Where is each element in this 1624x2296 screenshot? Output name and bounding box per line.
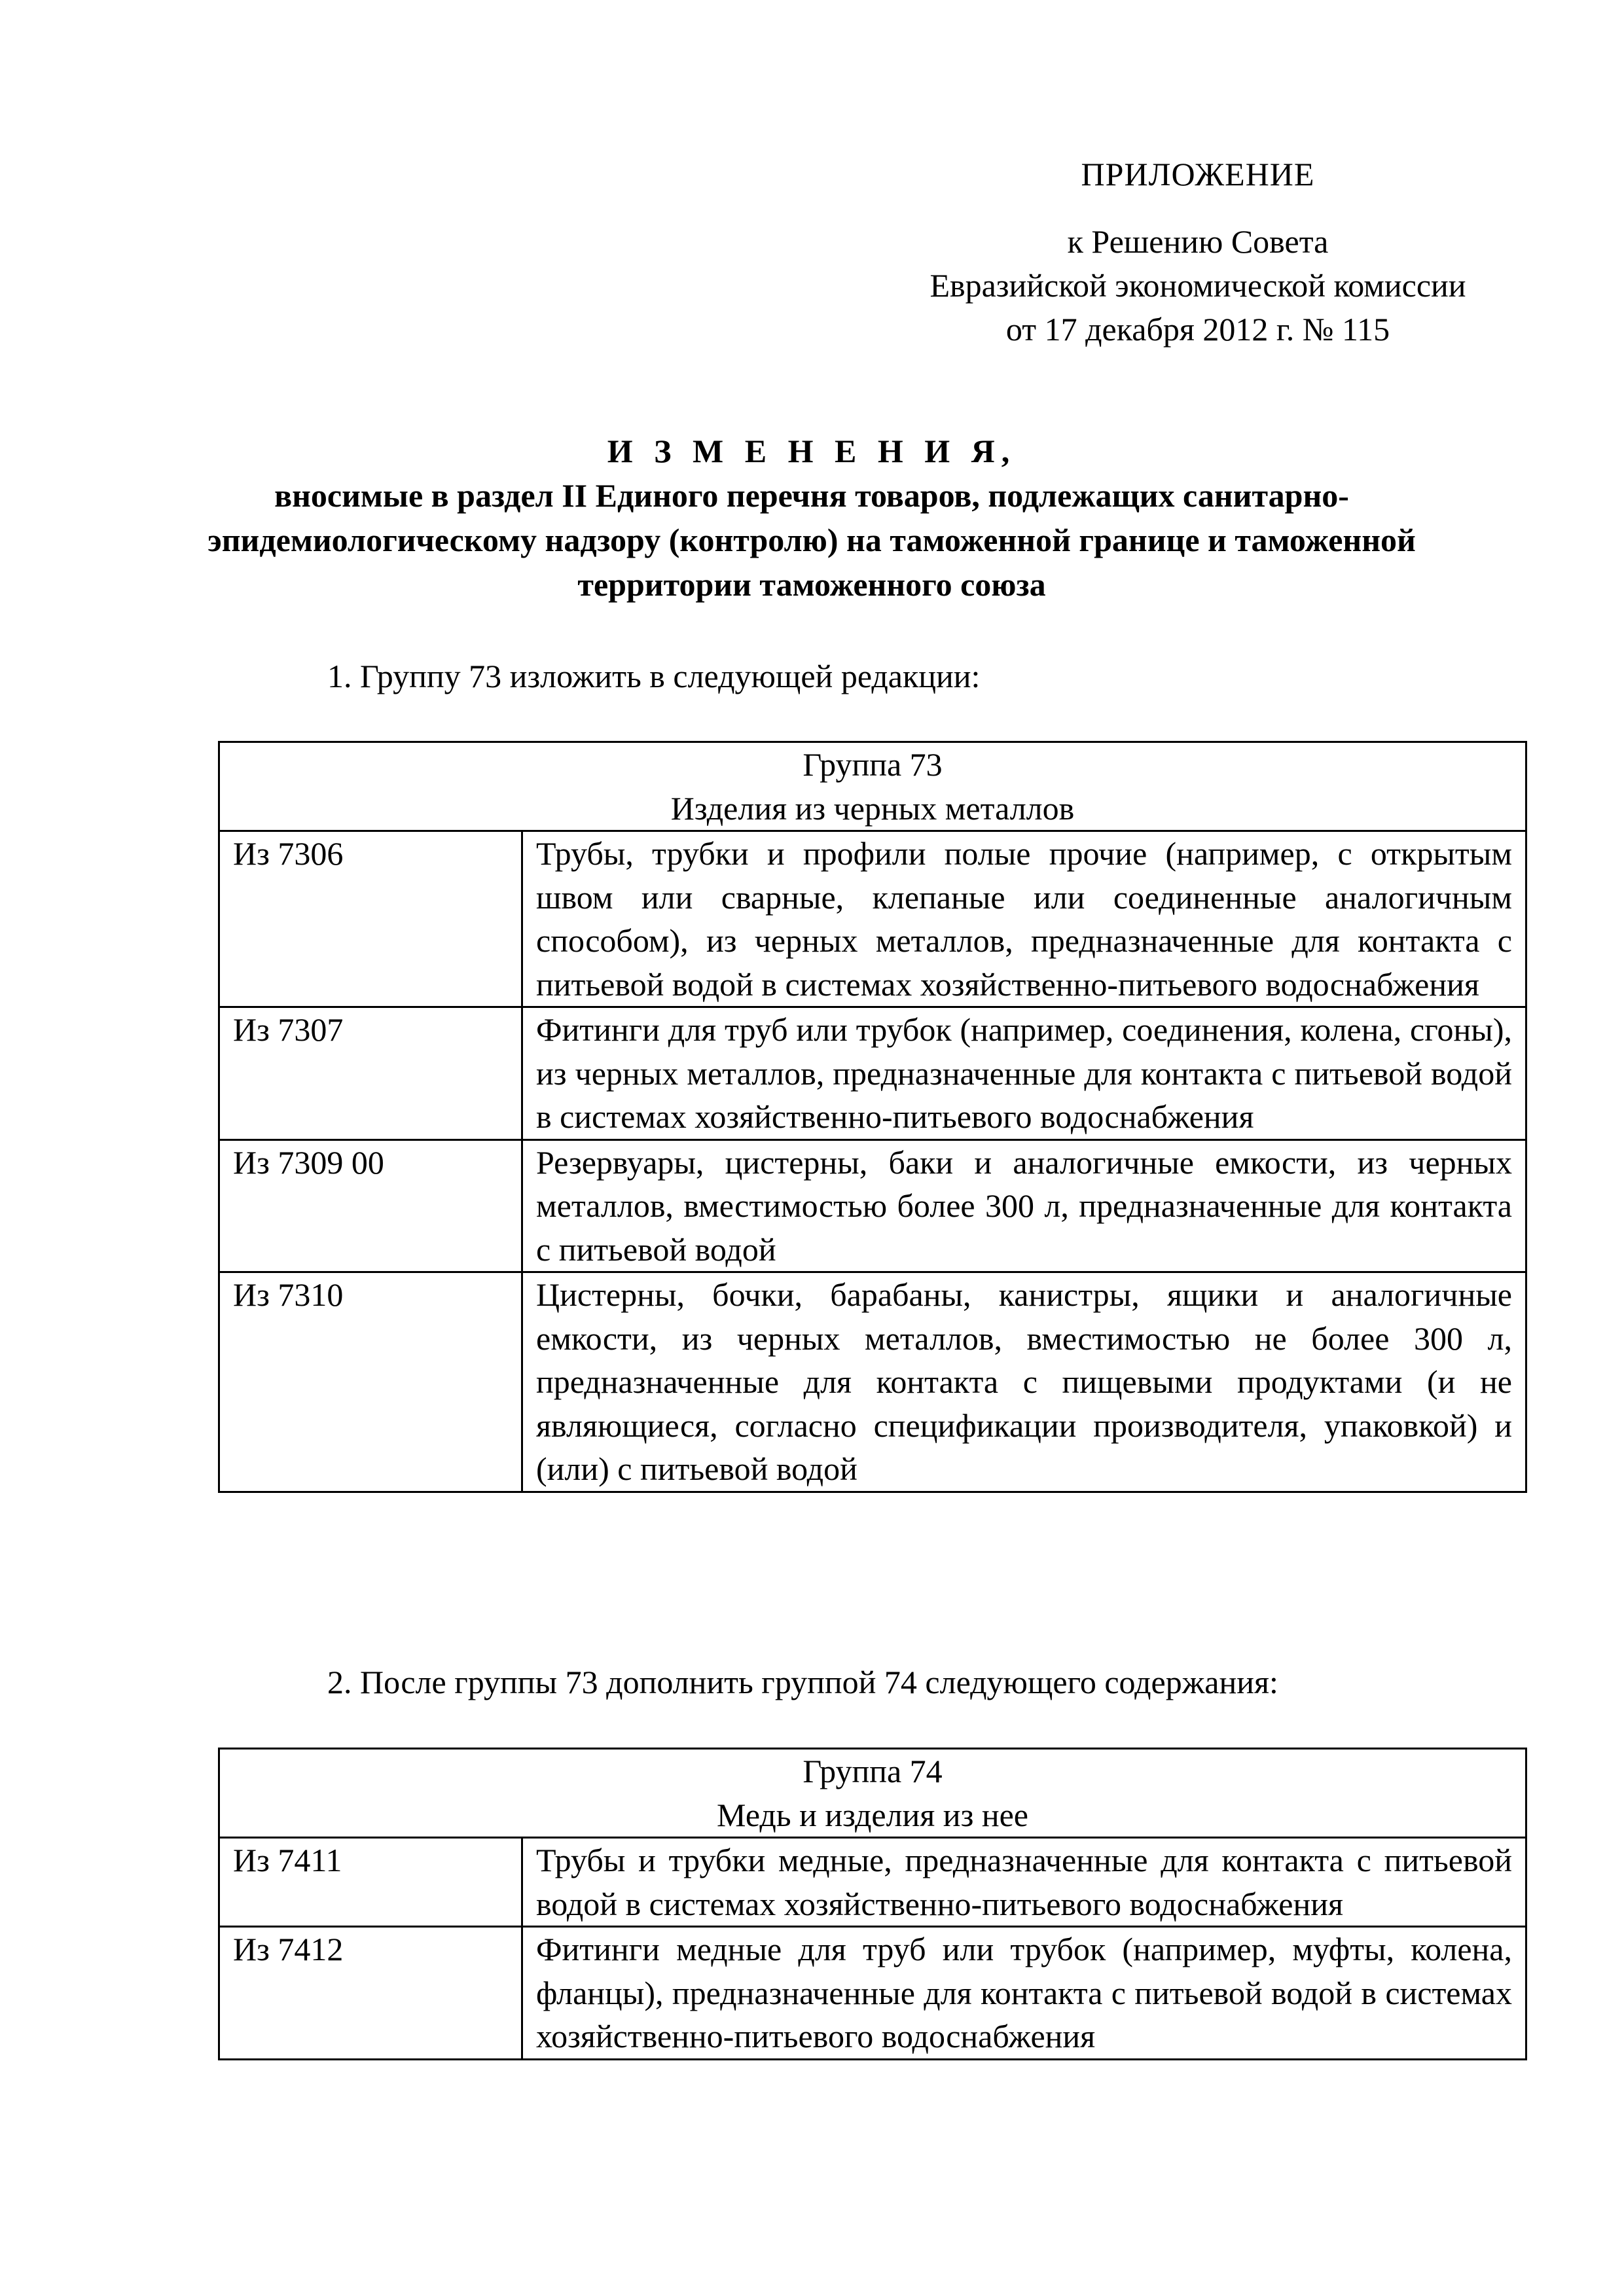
table-row	[219, 1139, 1526, 1272]
table-header-row	[219, 1749, 1526, 1838]
group-name: Медь и изделия из нее	[717, 1796, 1028, 1833]
appendix-line-3: от 17 декабря 2012 г. № 115	[1005, 311, 1390, 348]
hs-code-cell: Из 7306	[219, 831, 522, 1007]
item-1-text: 1. Группу 73 изложить в следующей редакции:	[327, 658, 981, 694]
appendix-block	[871, 152, 1525, 351]
hs-code-cell: Из 7310	[219, 1272, 522, 1492]
description-cell: Фитинги медные для труб или трубок (например, муфты, колена, фланцы), предназначенные для контакта с питьевой водой в системах хозяйственно-питьевого водоснабжения	[522, 1927, 1526, 2060]
table-row	[219, 1838, 1526, 1927]
document-heading	[144, 429, 1479, 607]
hs-code-cell: Из 7411	[219, 1838, 522, 1927]
group-header-cell	[219, 1749, 1526, 1838]
table-row	[219, 1272, 1526, 1492]
group-name: Изделия из черных металлов	[670, 789, 1075, 827]
group-title: Группа 74	[803, 1753, 943, 1789]
hs-code-cell: Из 7412	[219, 1927, 522, 2060]
description-cell: Резервуары, цистерны, баки и аналогичные емкости, из черных металлов, вместимостью более 300 л, предназначенные для контакта с питьевой водой	[522, 1139, 1526, 1272]
group-73-table	[218, 741, 1527, 1493]
heading-subtitle: вносимые в раздел II Единого перечня товаров, подлежащих санитарно-эпидемиологическому надзору (контролю) на таможенной границе и таможенной территории таможенного союза	[208, 477, 1416, 603]
group-title: Группа 73	[803, 746, 943, 783]
table-row	[219, 1007, 1526, 1140]
hs-code-cell: Из 7307	[219, 1007, 522, 1140]
appendix-title: ПРИЛОЖЕНИЕ	[1081, 156, 1315, 192]
description-cell: Трубы, трубки и профили полые прочие (например, с открытым швом или сварные, клепаные или соединенные аналогичным способом), из черных металлов, предназначенные для контакта с питьевой водой в системах хозяйственно-питьевого водоснабжения	[522, 831, 1526, 1007]
heading-title: И З М Е Н Е Н И Я,	[607, 433, 1017, 469]
table-row	[219, 1927, 1526, 2060]
item-2-text: 2. После группы 73 дополнить группой 74 следующего содержания:	[327, 1664, 1278, 1700]
description-cell: Трубы и трубки медные, предназначенные для контакта с питьевой водой в системах хозяйственно-питьевого водоснабжения	[522, 1838, 1526, 1927]
appendix-line-1: к Решению Совета	[1067, 223, 1329, 260]
description-cell: Фитинги для труб или трубок (например, соединения, колена, сгоны), из черных металлов, предназначенные для контакта с питьевой водой в системах хозяйственно-питьевого водоснабжения	[522, 1007, 1526, 1140]
hs-code-cell: Из 7309 00	[219, 1139, 522, 1272]
group-74-table	[218, 1748, 1527, 2060]
description-cell: Цистерны, бочки, барабаны, канистры, ящики и аналогичные емкости, из черных металлов, вместимостью не более 300 л, предназначенные для контакта с пищевыми продуктами (и не являющиеся, согласно спецификации производителя, упаковкой) и (или) с питьевой водой	[522, 1272, 1526, 1492]
appendix-line-2: Евразийской экономической комиссии	[929, 267, 1466, 304]
group-header-cell	[219, 742, 1526, 831]
table-header-row	[219, 742, 1526, 831]
table-row	[219, 831, 1526, 1007]
